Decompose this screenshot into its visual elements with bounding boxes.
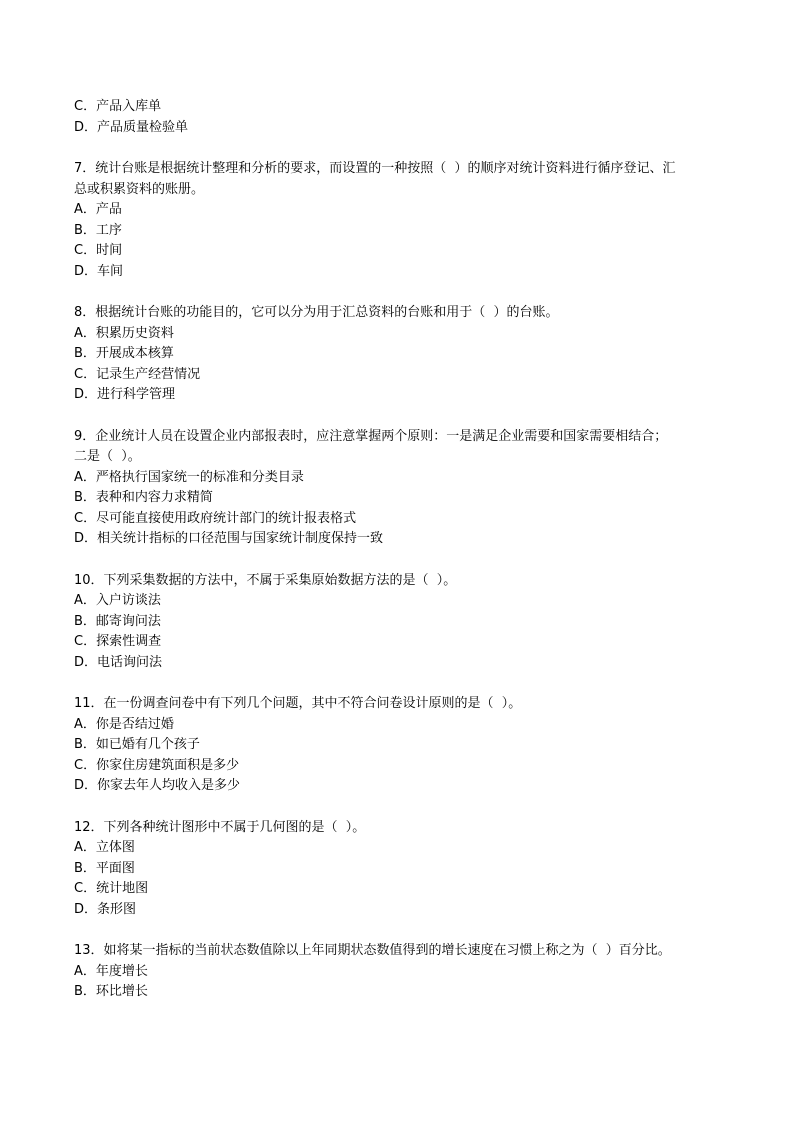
question-text: 13．如将某一指标的当前状态数值除以上年同期状态数值得到的增长速度在习惯上称之为（ ）百分比。 <box>74 943 671 958</box>
question-text: 二是（ ）。 <box>74 449 141 464</box>
question-11 <box>74 694 724 797</box>
question-text: 8．根据统计台账的功能目的，它可以分为用于汇总资料的台账和用于（ ）的台账。 <box>74 305 559 320</box>
question-text: 10．下列采集数据的方法中，不属于采集原始数据方法的是（ ）。 <box>74 572 457 588</box>
option-line: D．相关统计指标的口径范围与国家统计制度保持一致 <box>74 531 384 546</box>
option-line: B．如已婚有几个孩子 <box>74 737 200 752</box>
question-13 <box>74 941 724 1003</box>
option-line: B．表种和内容力求精简 <box>74 490 213 505</box>
option-line: C．尽可能直接使用政府统计部门的统计报表格式 <box>74 510 357 526</box>
option-line: C．统计地图 <box>74 881 149 896</box>
question-text: 总或积累资料的账册。 <box>74 181 205 197</box>
option-line: D．你家去年人均收入是多少 <box>74 778 241 793</box>
option-line: A．严格执行国家统一的标准和分类目录 <box>74 469 304 485</box>
option-line: A．立体图 <box>74 840 135 855</box>
option-line: A．积累历史资料 <box>74 325 174 341</box>
question-12 <box>74 818 724 921</box>
option-line: C．你家住房建筑面积是多少 <box>74 757 240 773</box>
option-line: D．产品质量检验单 <box>74 119 189 135</box>
question-8 <box>74 303 724 406</box>
option-line: B．环比增长 <box>74 984 148 999</box>
option-line: B．开展成本核算 <box>74 346 174 361</box>
option-line: C．探索性调查 <box>74 634 162 649</box>
option-line: D．进行科学管理 <box>74 387 176 402</box>
option-line: A．入户访谈法 <box>74 593 161 608</box>
lead-options <box>74 97 724 138</box>
option-line: B．工序 <box>74 222 122 238</box>
option-line: C．时间 <box>74 243 123 258</box>
option-line: D．车间 <box>74 263 124 279</box>
option-line: A．你是否结过婚 <box>74 716 174 732</box>
question-text: 7．统计台账是根据统计整理和分析的要求，而设置的一种按照（ ）的顺序对统计资料进行循序登记、汇 <box>74 161 676 176</box>
option-line: C．记录生产经营情况 <box>74 366 201 382</box>
option-line: D．电话询问法 <box>74 654 163 670</box>
question-9 <box>74 427 724 550</box>
option-line: B．邮寄询问法 <box>74 613 161 629</box>
option-line: C．产品入库单 <box>74 99 162 114</box>
question-10 <box>74 571 724 674</box>
question-text: 9．企业统计人员在设置企业内部报表时，应注意掌握两个原则：一是满足企业需要和国家需要相结合； <box>74 428 668 444</box>
question-text: 12．下列各种统计图形中不属于几何图的是（ ）。 <box>74 819 366 835</box>
option-line: B．平面图 <box>74 860 135 876</box>
option-line: D．条形图 <box>74 901 137 917</box>
option-line: A．年度增长 <box>74 963 148 979</box>
question-text: 11．在一份调查问卷中有下列几个问题，其中不符合问卷设计原则的是（ ）。 <box>74 696 522 711</box>
question-7 <box>74 159 724 282</box>
option-line: A．产品 <box>74 202 122 217</box>
